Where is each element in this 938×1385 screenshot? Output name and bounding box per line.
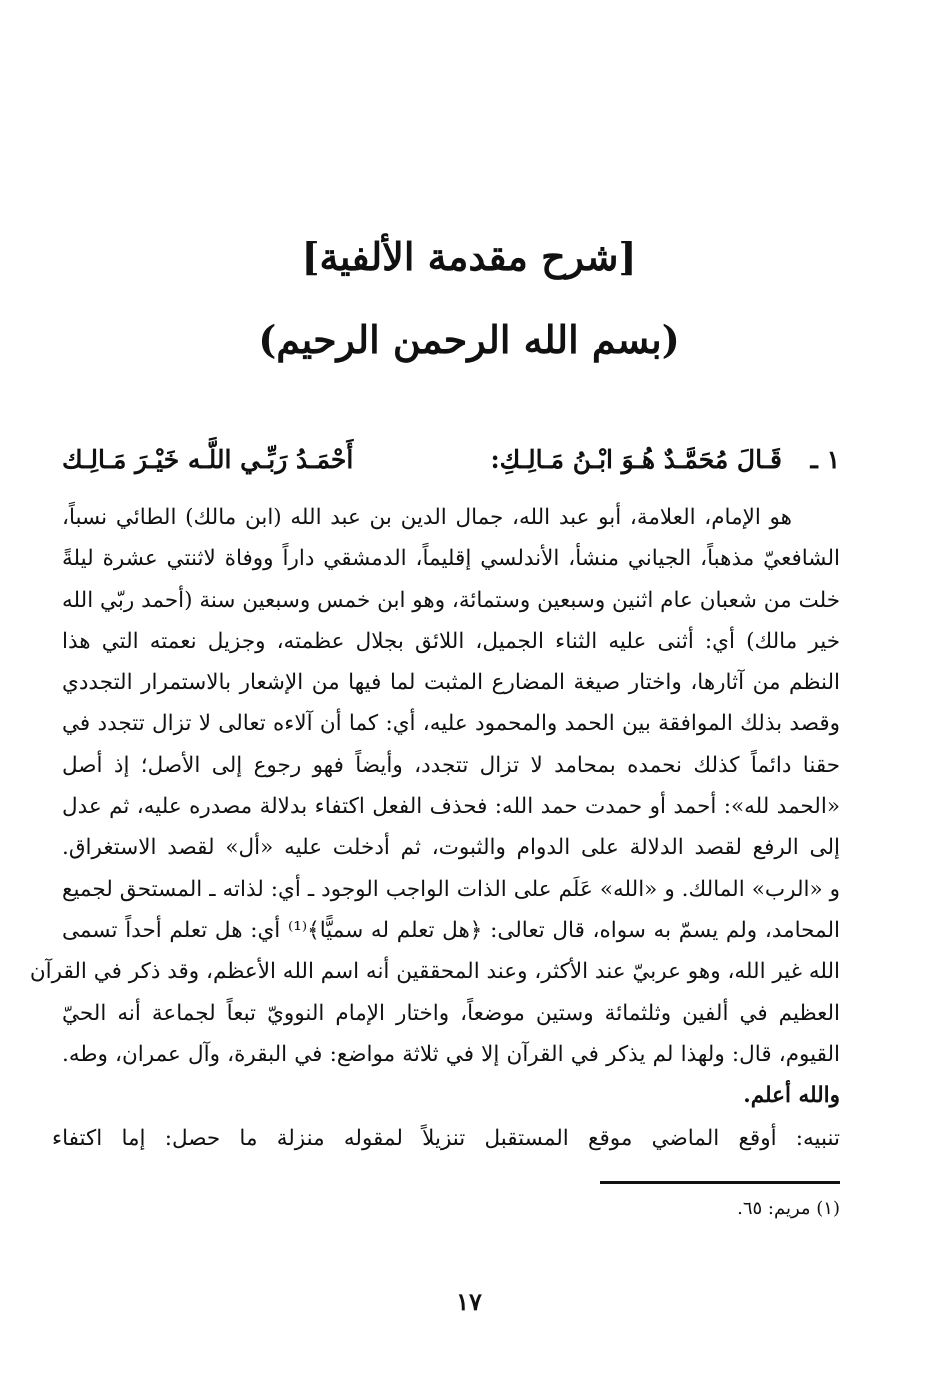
- body-line: إلى الرفع لقصد الدلالة على الدوام والثبوت، ثم أدخلت عليه «أل» لقصد الاستغراق.: [62, 835, 840, 861]
- body-line: الشافعيّ مذهباً، الجياني منشأ، الأندلسي إقليماً، الدمشقي داراً ووفاة لاثنتي عشرة ليلةً: [62, 546, 840, 572]
- body-line: حقنا دائماً كذلك نحمده بمحامد لا تزال تتجدد، وأيضاً فهو رجوع إلى الأصل؛ إذ أصل: [62, 752, 840, 778]
- body-line: المحامد، ولم يسمّ به سواه، قال تعالى: ﴿هل تعلم له سميًّا﴾⁽¹⁾ أي: هل تعلم أحداً تسمى: [62, 917, 840, 943]
- body-line: والله أعلم.: [743, 1083, 840, 1109]
- body-line: النظم من آثارها، واختار صيغة المضارع المثبت لما فيها من الإشعار بالاستمرار التجددي: [62, 670, 840, 696]
- note-paragraph: تنبيه: أوقع الماضي موقع المستقبل تنزيلاً لمقوله منزلة ما حصل: إما اكتفاء: [52, 1126, 840, 1151]
- body-line: العظيم في ألفين وثلثمائة وستين موضعاً، واختار الإمام النوويّ تبعاً لجماعة أنه الحيّ: [62, 1000, 840, 1026]
- body-line: و «الرب» المالك. و «الله» عَلَم على الذات الواجب الوجود ـ أي: لذاته ـ المستحق لجميع: [62, 876, 840, 902]
- body-line: خلت من شعبان عام اثنين وسبعين وستمائة، وهو ابن خمس وسبعين سنة (أحمد ربّي الله: [62, 587, 840, 613]
- verse-number: ١ ـ: [810, 445, 840, 474]
- basmala-heading: (بسم الله الرحمن الرحيم): [258, 317, 680, 362]
- body-line: «الحمد لله»: أحمد أو حمدت حمد الله: فحذف الفعل اكتفاء بدلالة مصدره عليه، ثم عدل: [62, 794, 840, 820]
- body-line: الله غير الله، وهو عربيّ عند الأكثر، وعند المحققين أنه اسم الله الأعظم، وقد ذكر في القرآن: [29, 959, 840, 985]
- footnote: (١) مريم: ٦٥.: [737, 1198, 840, 1219]
- verse-second-hemistich: أَحْمَـدُ رَبِّـي اللَّـه خَيْـرَ مَـالِـك: [62, 445, 354, 474]
- page-number: ١٧: [456, 1287, 482, 1316]
- section-title: [شرح مقدمة الألفية]: [301, 234, 637, 279]
- footnote-divider: [600, 1181, 840, 1184]
- body-line: القيوم، قال: ولهذا لم يذكر في القرآن إلا في ثلاثة مواضع: في البقرة، وآل عمران، وطه.: [62, 1041, 840, 1067]
- verse-line: [62, 440, 840, 480]
- body-line: هو الإمام، العلامة، أبو عبد الله، جمال الدين بن عبد الله (ابن مالك) الطائي نسباً،: [62, 505, 792, 530]
- body-line: خير مالك) أي: أثنى عليه الثناء الجميل، اللائق بجلال عظمته، وجزيل نعمته التي هذا: [62, 628, 840, 654]
- verse-first-hemistich: قَـالَ مُحَمَّـدٌ هُـوَ ابْـنُ مَـالِـكِ:: [490, 445, 782, 474]
- body-line: وقصد بذلك الموافقة بين الحمد والمحمود عليه، أي: كما أن آلاءه تعالى لا تزال تتجدد في: [62, 711, 840, 737]
- commentary-body: [29, 497, 840, 1116]
